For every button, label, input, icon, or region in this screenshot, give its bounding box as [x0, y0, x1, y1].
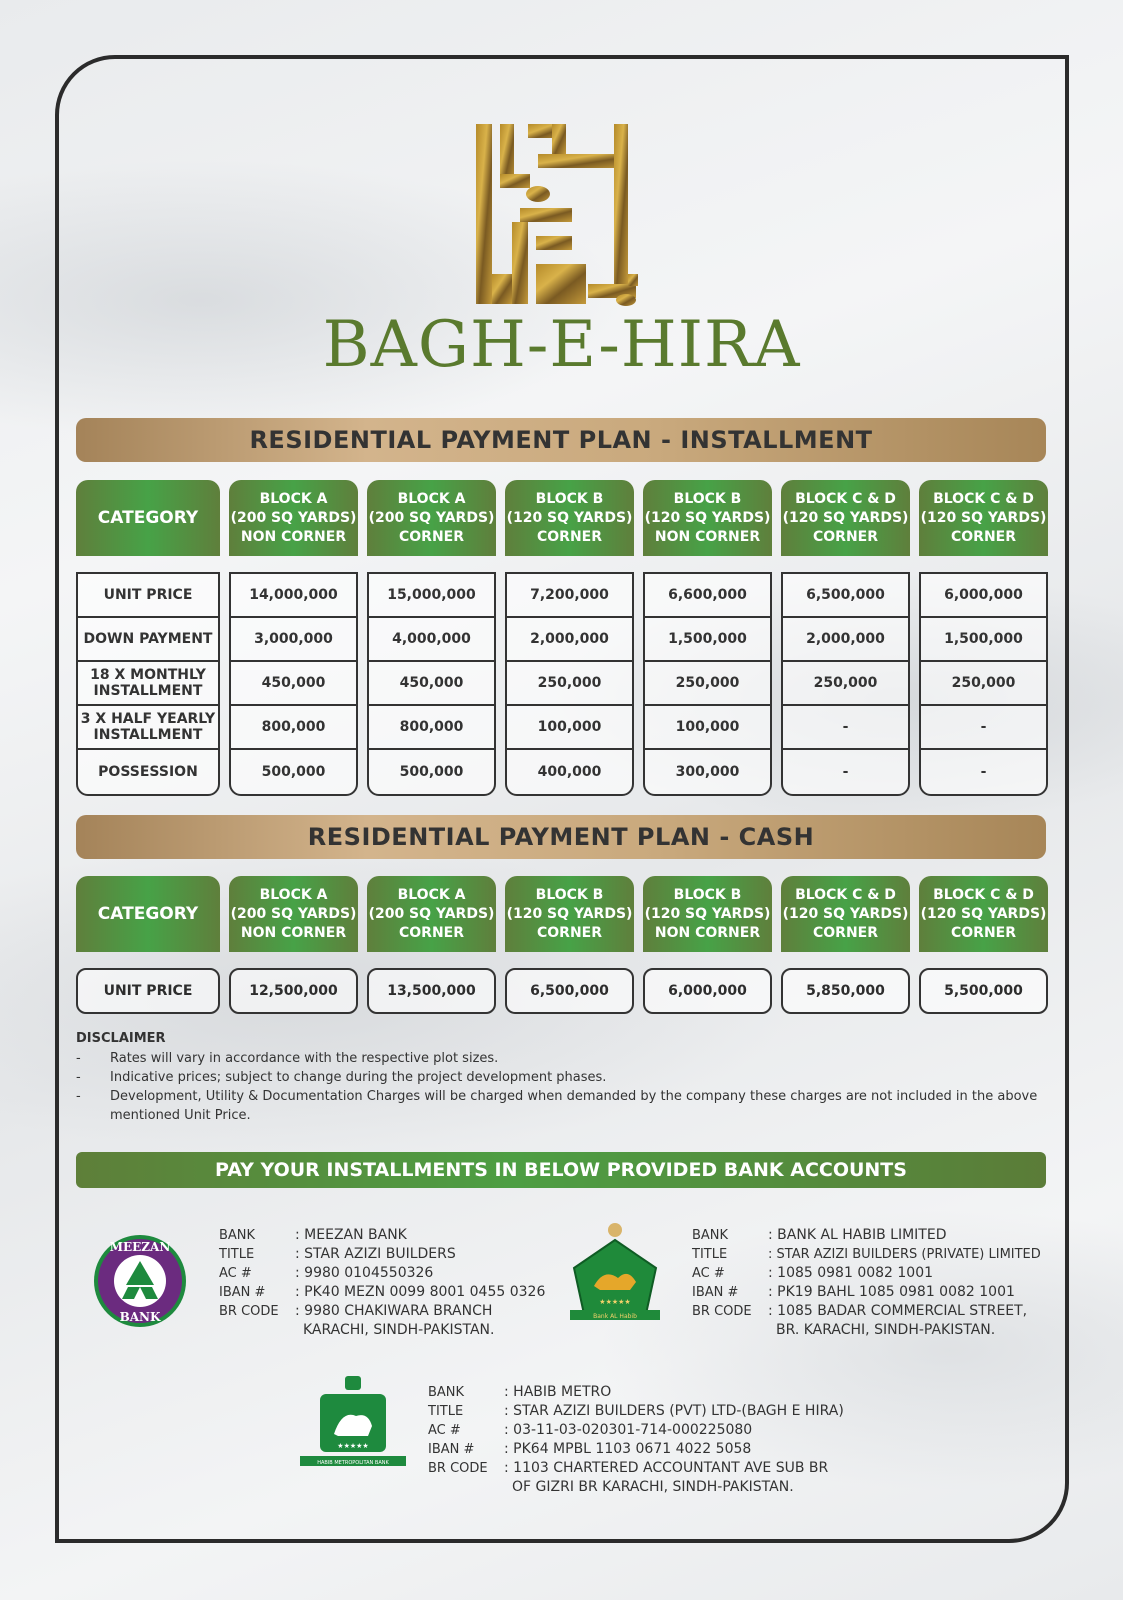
meezan-bank-logo-icon	[92, 1233, 188, 1329]
cash-header-row	[76, 876, 1048, 952]
iban: : PK40 MEZN 0099 8001 0455 0326	[295, 1284, 546, 1300]
table-cell: 1,500,000	[645, 618, 770, 662]
svg-text:★★★★★: ★★★★★	[599, 1298, 631, 1306]
habib-metro-details	[428, 1383, 844, 1497]
cash-table	[76, 968, 1048, 1014]
branch-code: : 1103 CHARTERED ACCOUNTANT AVE SUB BR	[504, 1460, 829, 1476]
label-title: TITLE	[428, 1404, 464, 1419]
table-cell: 15,000,000	[369, 574, 494, 618]
category-header: CATEGORY	[76, 480, 220, 556]
account-number: : 1085 0981 0082 1001	[768, 1265, 934, 1281]
column-header	[367, 876, 496, 952]
values	[504, 1383, 844, 1497]
label-iban: IBAN #	[428, 1442, 475, 1457]
table-cell: -	[783, 706, 908, 750]
svg-text:HABIB METROPOLITAN BANK: HABIB METROPOLITAN BANK	[317, 1460, 389, 1466]
table-cell: 800,000	[231, 706, 356, 750]
table-cell: 450,000	[369, 662, 494, 706]
header-line: (120 SQ YARDS)	[644, 905, 771, 922]
label-title: TITLE	[692, 1247, 728, 1262]
label-ac: AC #	[692, 1266, 725, 1281]
header-line: (120 SQ YARDS)	[644, 509, 771, 526]
installment-header-row	[76, 480, 1048, 556]
row-label-column	[76, 572, 220, 796]
header-line: CORNER	[536, 528, 603, 545]
table-cell: 13,500,000	[367, 968, 496, 1014]
brand-name: BAGH-E-HIRA	[322, 308, 801, 382]
table-cell: 300,000	[675, 764, 740, 780]
table-cell: 6,000,000	[643, 968, 772, 1014]
meezan-bank-details	[219, 1226, 545, 1340]
label-bank: BANK	[428, 1385, 465, 1400]
label-iban: IBAN #	[692, 1285, 739, 1300]
row-label-line: 3 X HALF YEARLY	[80, 711, 216, 727]
table-cell: 6,500,000	[783, 574, 908, 618]
row-label: UNIT PRICE	[78, 574, 218, 618]
table-cell: 400,000	[537, 764, 602, 780]
header-line: (120 SQ YARDS)	[920, 509, 1047, 526]
bullet-dash: -	[76, 1089, 81, 1104]
table-cell: 14,000,000	[231, 574, 356, 618]
cash-plan-title: RESIDENTIAL PAYMENT PLAN - CASH	[76, 815, 1046, 859]
disclaimer	[76, 1031, 1056, 1125]
header-line: (120 SQ YARDS)	[506, 509, 633, 526]
account-title: : STAR AZIZI BUILDERS (PVT) LTD-(BAGH E HIRA)	[504, 1403, 844, 1419]
table-cell: 3,000,000	[231, 618, 356, 662]
disclaimer-item	[76, 1049, 1056, 1068]
branch-address: BR. KARACHI, SINDH-PAKISTAN.	[776, 1322, 996, 1338]
value-column	[643, 572, 772, 796]
branch-code: : 1085 BADAR COMMERCIAL STREET,	[768, 1303, 1028, 1319]
table-cell: -	[980, 764, 987, 780]
header-line: (200 SQ YARDS)	[368, 905, 495, 922]
bank-name: : MEEZAN BANK	[295, 1227, 407, 1243]
table-cell: 500,000	[261, 764, 326, 780]
value-column	[919, 572, 1048, 796]
table-cell: -	[921, 706, 1046, 750]
table-cell: 250,000	[507, 662, 632, 706]
table-cell: 100,000	[507, 706, 632, 750]
column-header	[229, 480, 358, 556]
header-line: BLOCK B	[673, 886, 742, 903]
table-cell: 2,000,000	[783, 618, 908, 662]
values	[295, 1226, 545, 1340]
table-cell: 5,500,000	[919, 968, 1048, 1014]
table-cell: 450,000	[231, 662, 356, 706]
label-bank: BANK	[692, 1228, 729, 1243]
header-line: CORNER	[950, 528, 1017, 545]
table-cell: 7,200,000	[507, 574, 632, 618]
table-cell: 6,000,000	[921, 574, 1046, 618]
label-bank: BANK	[219, 1228, 256, 1243]
header-line: (200 SQ YARDS)	[368, 509, 495, 526]
account-number: : 03-11-03-020301-714-000225080	[504, 1422, 753, 1438]
label-br-code: BR CODE	[692, 1304, 752, 1319]
column-header	[505, 480, 634, 556]
label-ac: AC #	[219, 1266, 252, 1281]
bank-name: : HABIB METRO	[504, 1384, 612, 1400]
header-line: BLOCK A	[397, 886, 466, 903]
header-line: BLOCK C & D	[933, 490, 1034, 507]
disclaimer-item	[76, 1087, 1056, 1125]
account-title: : STAR AZIZI BUILDERS	[295, 1246, 456, 1262]
disclaimer-text: Development, Utility & Documentation Charges will be charged when demanded by the company these charges are not included in the above mentioned Unit Price.	[110, 1089, 1038, 1123]
column-header	[643, 480, 772, 556]
account-title: : STAR AZIZI BUILDERS (PRIVATE) LIMITED	[768, 1247, 1041, 1262]
installment-plan-title: RESIDENTIAL PAYMENT PLAN - INSTALLMENT	[76, 418, 1046, 462]
header-line: NON CORNER	[240, 528, 347, 545]
disclaimer-title: DISCLAIMER	[76, 1031, 166, 1046]
branch-code: : 9980 CHAKIWARA BRANCH	[295, 1303, 493, 1319]
header-line: BLOCK C & D	[795, 886, 896, 903]
column-header	[229, 876, 358, 952]
habib-metropolitan-bank-logo-icon	[298, 1376, 408, 1468]
labels	[692, 1226, 768, 1340]
branch-address: KARACHI, SINDH-PAKISTAN.	[303, 1322, 495, 1338]
table-cell: 100,000	[645, 706, 770, 750]
column-header	[367, 480, 496, 556]
header-line: BLOCK A	[259, 490, 328, 507]
column-header	[781, 480, 910, 556]
row-label: POSSESSION	[98, 764, 198, 780]
header-line: BLOCK A	[259, 886, 328, 903]
disclaimer-text: Rates will vary in accordance with the respective plot sizes.	[110, 1051, 499, 1066]
column-header	[643, 876, 772, 952]
svg-text:BANK: BANK	[119, 1310, 161, 1324]
header-line: BLOCK B	[535, 886, 604, 903]
label-br-code: BR CODE	[219, 1304, 279, 1319]
header-line: BLOCK B	[673, 490, 742, 507]
installment-table	[76, 572, 1048, 796]
label-br-code: BR CODE	[428, 1461, 488, 1476]
table-cell: 500,000	[399, 764, 464, 780]
table-cell: 800,000	[369, 706, 494, 750]
row-label: DOWN PAYMENT	[78, 618, 218, 662]
header-line: (120 SQ YARDS)	[782, 509, 909, 526]
header-line: BLOCK C & D	[795, 490, 896, 507]
labels	[428, 1383, 504, 1497]
header-line: BLOCK C & D	[933, 886, 1034, 903]
table-cell: 4,000,000	[369, 618, 494, 662]
label-title: TITLE	[219, 1247, 255, 1262]
bank-al-habib-details	[692, 1226, 1041, 1340]
value-column	[229, 572, 358, 796]
header-line: CORNER	[398, 528, 465, 545]
category-header: CATEGORY	[76, 876, 220, 952]
bullet-dash: -	[76, 1070, 81, 1085]
header-line: NON CORNER	[240, 924, 347, 941]
header-line: (120 SQ YARDS)	[782, 905, 909, 922]
value-column	[367, 572, 496, 796]
bagh-e-hira-logo-icon	[476, 124, 646, 306]
label-iban: IBAN #	[219, 1285, 266, 1300]
table-cell: 5,850,000	[781, 968, 910, 1014]
table-cell: 250,000	[645, 662, 770, 706]
table-cell: 6,500,000	[505, 968, 634, 1014]
table-cell: 2,000,000	[507, 618, 632, 662]
table-cell: 1,500,000	[921, 618, 1046, 662]
labels	[219, 1226, 295, 1340]
column-header	[919, 876, 1048, 952]
bullet-dash: -	[76, 1051, 81, 1066]
iban: : PK64 MPBL 1103 0671 4022 5058	[504, 1441, 752, 1457]
header-line: CORNER	[812, 924, 879, 941]
iban: : PK19 BAHL 1085 0981 0082 1001	[768, 1284, 1015, 1300]
row-label	[78, 662, 218, 706]
value-column	[781, 572, 910, 796]
header-line: BLOCK A	[397, 490, 466, 507]
table-cell: -	[842, 764, 849, 780]
values	[768, 1226, 1041, 1340]
bank-name: : BANK AL HABIB LIMITED	[768, 1227, 947, 1243]
header-line: CORNER	[398, 924, 465, 941]
header-line: NON CORNER	[654, 528, 761, 545]
header-line: (200 SQ YARDS)	[230, 509, 357, 526]
table-cell: 250,000	[783, 662, 908, 706]
svg-text:MEEZAN: MEEZAN	[109, 1240, 171, 1254]
disclaimer-item	[76, 1068, 1056, 1087]
row-label-line: INSTALLMENT	[93, 727, 203, 743]
bank-accounts-banner: PAY YOUR INSTALLMENTS IN BELOW PROVIDED BANK ACCOUNTS	[76, 1152, 1046, 1188]
svg-text:★★★★★: ★★★★★	[337, 1442, 369, 1450]
row-label: UNIT PRICE	[76, 968, 220, 1014]
header-line: (200 SQ YARDS)	[230, 905, 357, 922]
label-ac: AC #	[428, 1423, 461, 1438]
header-line: (120 SQ YARDS)	[506, 905, 633, 922]
table-cell: 12,500,000	[229, 968, 358, 1014]
header-line: CORNER	[812, 528, 879, 545]
disclaimer-text: Indicative prices; subject to change during the project development phases.	[110, 1070, 607, 1085]
account-number: : 9980 0104550326	[295, 1265, 434, 1281]
header-line: NON CORNER	[654, 924, 761, 941]
row-label-line: INSTALLMENT	[93, 683, 203, 699]
column-header	[919, 480, 1048, 556]
column-header	[505, 876, 634, 952]
table-cell: 250,000	[921, 662, 1046, 706]
header-line: CORNER	[950, 924, 1017, 941]
header-line: (120 SQ YARDS)	[920, 905, 1047, 922]
value-column	[505, 572, 634, 796]
row-label	[78, 706, 218, 750]
svg-text:Bank AL Habib: Bank AL Habib	[593, 1313, 637, 1320]
header-line: BLOCK B	[535, 490, 604, 507]
row-label-line: 18 X MONTHLY	[90, 667, 206, 683]
bank-al-habib-logo-icon	[568, 1222, 662, 1324]
table-cell: 6,600,000	[645, 574, 770, 618]
column-header	[781, 876, 910, 952]
header-line: CORNER	[536, 924, 603, 941]
branch-address: OF GIZRI BR KARACHI, SINDH-PAKISTAN.	[512, 1479, 794, 1495]
